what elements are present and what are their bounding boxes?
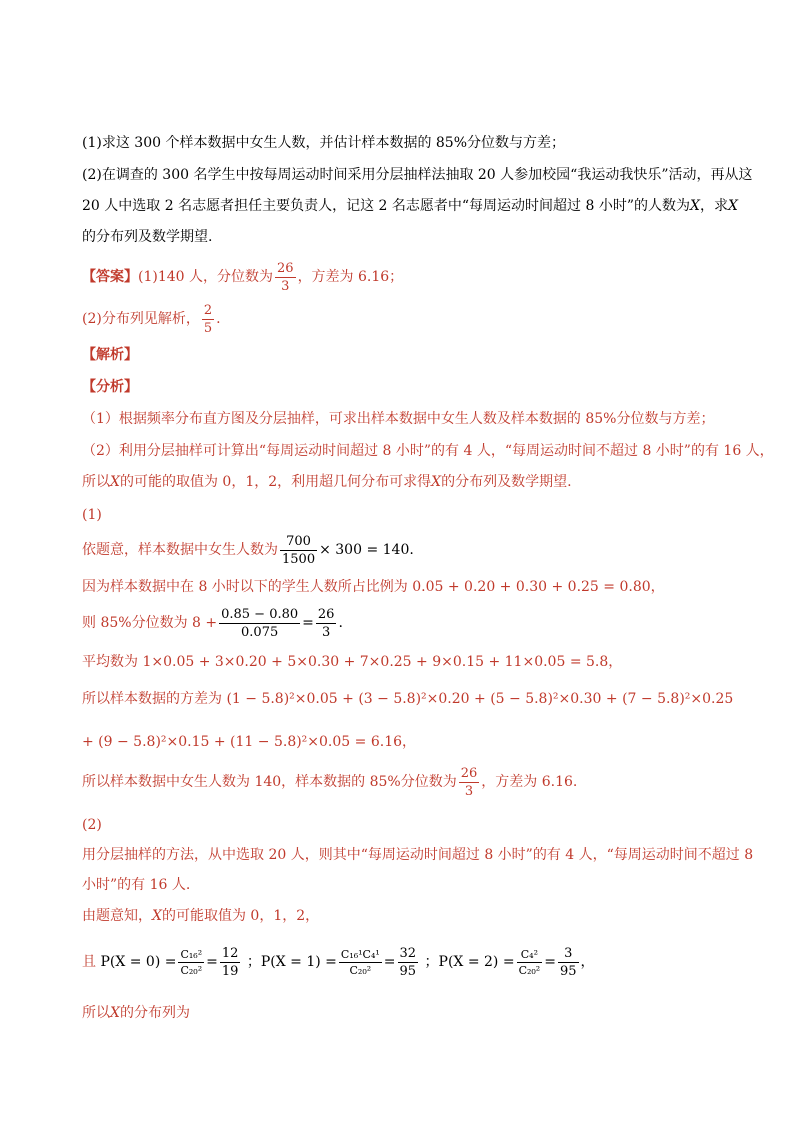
solution-part-2-line-1: 用分层抽样的方法，从中选取 20 人，则其中“每周运动时间超过 8 小时”的有 4 人，“每周运动时间不超过 8 [82,847,754,863]
solution-line-2: 因为样本数据中在 8 小时以下的学生人数所占比例为 0.05 + 0.20 + 0.30 + 0.25 = 0.80， [82,579,665,595]
analysis-line-2: （2）利用分层抽样可计算出“每周运动时间超过 8 小时”的有 4 人，“每周运动时间不超过 8 小时”的有 16 人， [82,443,774,459]
analysis-line-3: 所以X的可能的取值为 0，1，2，利用超几何分布可求得X的分布列及数学期望. [82,474,572,490]
solution-line-4: 平均数为 1×0.05 + 3×0.20 + 5×0.30 + 7×0.25 + 9×0.15 + 11×0.05 = 5.8， [82,654,623,670]
solution-part-1-label: (1) [82,507,102,523]
solution-part-2-line-5: 所以X的分布列为 [82,1005,190,1021]
solution-line-5: 所以样本数据的方差为 (1 − 5.8)²×0.05 + (3 − 5.8)²×0.20 + (5 − 5.8)²×0.30 + (7 − 5.8)²×0.25 [82,691,734,707]
solution-part-2-label: (2) [82,817,102,833]
fraction: $\frac{26}{3}$ [277,260,294,294]
fraction: $\frac{3}{95}$ [559,945,577,979]
fraction: $\frac{12}{19}$ [221,945,239,979]
analysis-subheader: 【分析】 [82,379,138,395]
solution-line-7: 所以样本数据中女生人数为 140，样本数据的 85%分位数为 $\frac{26}{3}$ ，方差为 6.16. [82,765,578,799]
question-part-2-line-3 [82,227,212,247]
question-text: 的分布列及数学期望. [82,229,213,245]
fraction: $\frac{26}{3}$ [460,765,478,799]
question-text: (1)求这 300 个样本数据中女生人数，并估计样本数据的 85%分位数与方差； [82,135,566,151]
solution-line-6: + (9 − 5.8)²×0.15 + (11 − 5.8)²×0.05 = 6.16， [82,734,417,750]
question-part-1 [82,133,565,153]
analysis-header: 【解析】 [82,347,138,363]
solution-part-2-line-3: 由题意知，X的可能取值为 0，1，2， [82,908,320,924]
answer-line-2: (2)分布列见解析， $\frac{2}{5}$ . [82,302,221,336]
variable-x: X [727,198,738,214]
answer-text: ，方差为 6.16； [297,269,404,285]
question-text: ，求 [699,198,728,214]
question-text: (2)在调查的 300 名学生中按每周运动时间采用分层抽样法抽取 20 人参加校园“我运动我快乐”活动，再从这 [82,167,753,183]
fraction: $\frac{700}{1500}$ [282,533,316,567]
fraction: $\frac{\text{C₁₆²}}{\text{C₂₀²}}$ [180,947,203,977]
solution-line-3: 则 85%分位数为 8 + $\frac{0.85 - 0.80}{0.075}$ = $\frac{26}{3}$ . [82,606,343,640]
fraction: $\frac{\text{C₁₆¹C₄¹}}{\text{C₂₀²}}$ [340,947,380,977]
fraction: $\frac{\text{C₄²}}{\text{C₂₀²}}$ [518,947,541,977]
question-part-2-line-2 [82,196,738,216]
answer-text: (2)分布列见解析， [82,311,200,327]
solution-part-2-line-2: 小时”的有 16 人. [82,877,191,893]
probability-line: 且 P(X = 0) = $\frac{\text{C₁₆²}}{\text{C₂₀²}}$ = $\frac{12}{19}$ ；P(X = 1) = $\frac{\text{C₁₆¹C₄¹}}{\text{C₂₀²}}$ = $\frac{32}{95}$ ；P(X = 2) = $\frac{\text{C₄²}}{\text{C₂₀²}}$ = $\frac{3}{95}$ ， [82,945,595,979]
question-text: 20 人中选取 2 名志愿者担任主要负责人，记这 2 名志愿者中“每周运动时间超过 8 小时”的人数为 [82,198,690,214]
variable-x: X [690,198,700,214]
solution-line-1: 依题意，样本数据中女生人数为 $\frac{700}{1500}$ × 300 = 140. [82,533,414,567]
question-part-2-line-1 [82,165,752,185]
answer-text: (1)140 人，分位数为 [138,269,274,285]
analysis-line-1: （1）根据频率分布直方图及分层抽样，可求出样本数据中女生人数及样本数据的 85%分位数与方差； [82,411,715,427]
fraction: $\frac{26}{3}$ [317,606,335,640]
answer-line-1 [82,258,403,296]
fraction: $\frac{2}{5}$ [203,302,213,336]
fraction: $\frac{32}{95}$ [399,945,417,979]
answer-label: 【答案】 [82,269,138,285]
fraction: $\frac{0.85 - 0.80}{0.075}$ [221,606,299,640]
